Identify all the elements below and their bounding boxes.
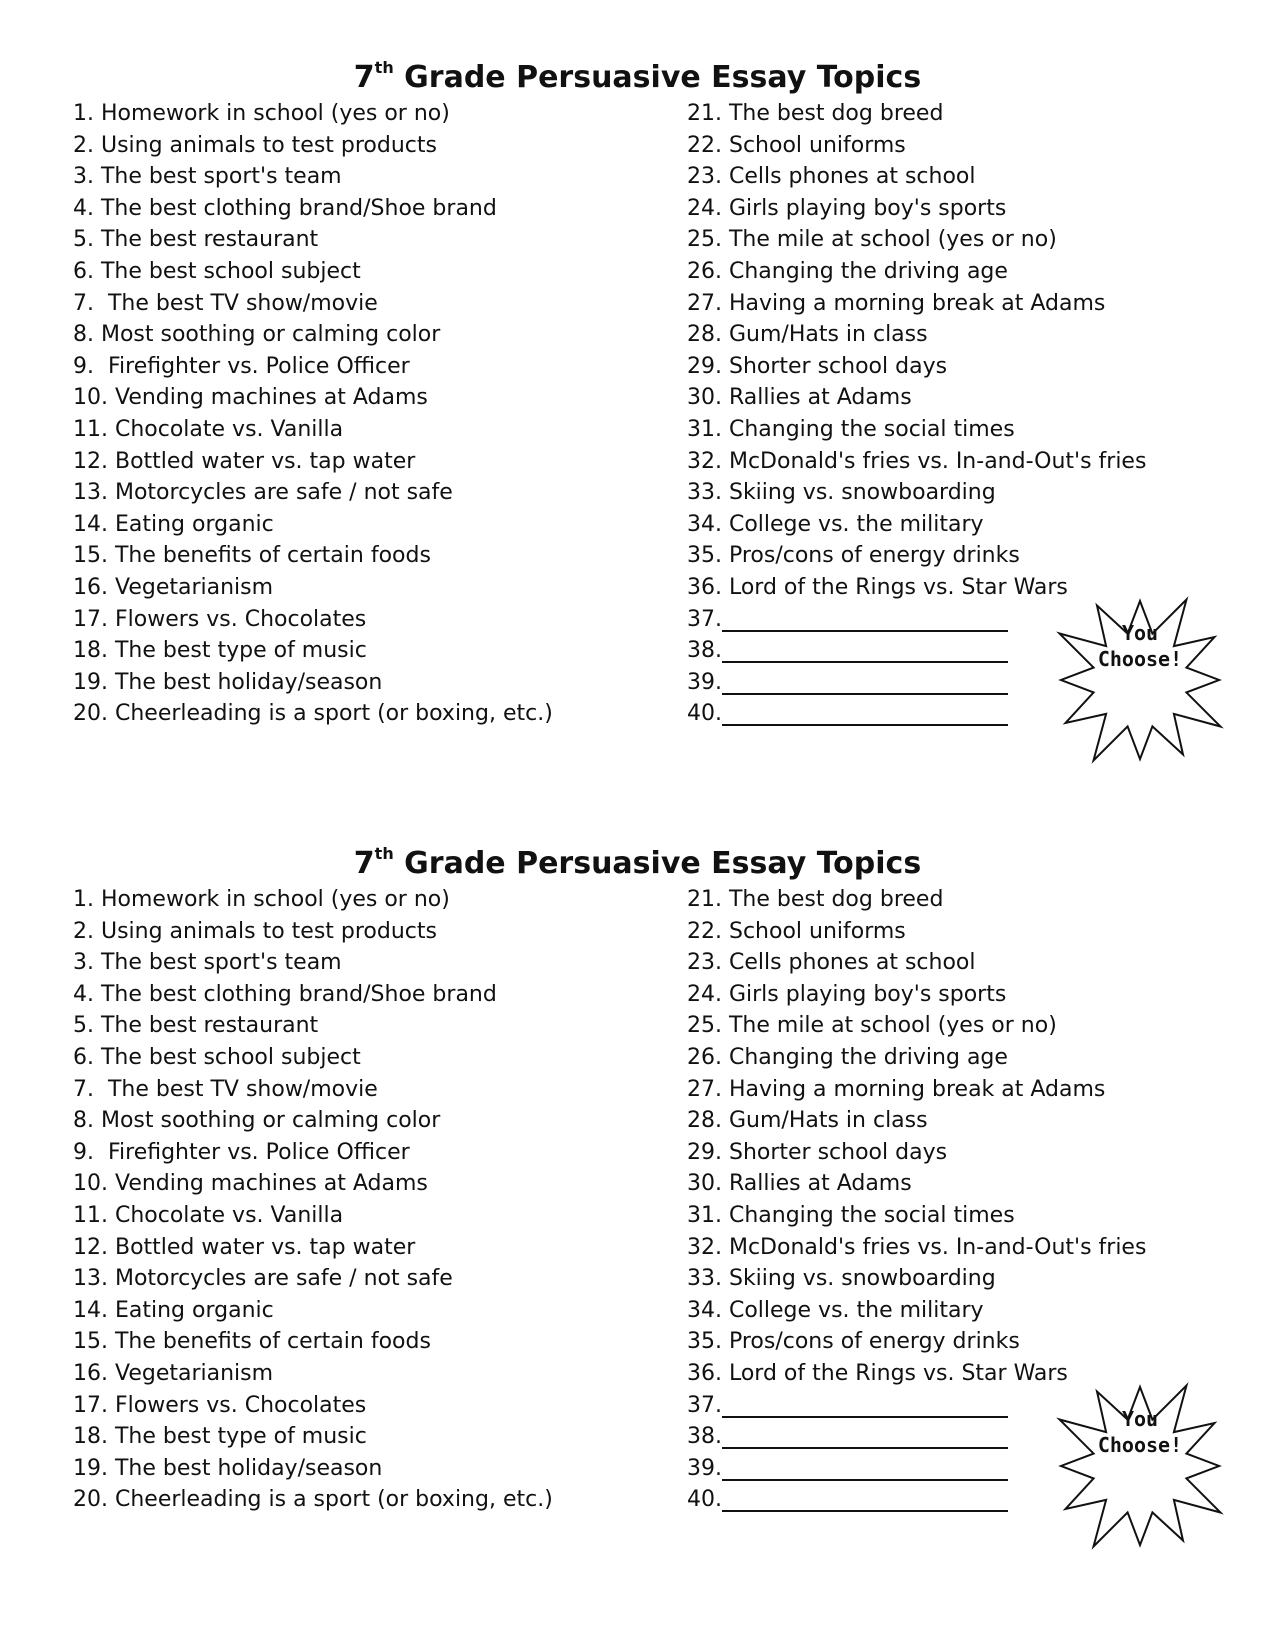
topic-item: 29. Shorter school days bbox=[687, 353, 948, 379]
topic-item: 21. The best dog breed bbox=[687, 887, 944, 912]
topic-item: 14. Eating organic bbox=[73, 511, 274, 537]
topic-item: 15. The benefits of certain foods bbox=[73, 543, 431, 569]
topic-item: 17. Flowers vs. Chocolates bbox=[73, 1392, 367, 1418]
topic-item: 4. The best clothing brand/Shoe brand bbox=[73, 981, 497, 1007]
topic-item: 25. The mile at school (yes or no) bbox=[687, 1013, 1057, 1039]
topic-item: 11. Chocolate vs. Vanilla bbox=[73, 1202, 344, 1228]
topic-item: 16. Vegetarianism bbox=[73, 1360, 274, 1386]
topic-item: 32. McDonald's fries vs. In-and-Out's fries bbox=[687, 448, 1147, 474]
topic-item: 7. The best TV show/movie bbox=[73, 1076, 378, 1102]
topic-item: 13. Motorcycles are safe / not safe bbox=[73, 480, 453, 506]
topic-item: 22. School uniforms bbox=[687, 132, 906, 158]
topic-item: 19. The best holiday/season bbox=[73, 669, 383, 695]
topic-item: 12. Bottled water vs. tap water bbox=[73, 1234, 416, 1260]
topic-item: 18. The best type of music bbox=[73, 638, 367, 664]
topic-item: 1. Homework in school (yes or no) bbox=[73, 887, 450, 912]
topic-item: 4. The best clothing brand/Shoe brand bbox=[73, 195, 497, 221]
topics-sheet-2 bbox=[0, 786, 1275, 1586]
write-in-line[interactable] bbox=[722, 702, 1008, 726]
starburst-label-line1: You bbox=[1121, 1407, 1159, 1431]
blank-topic-number: 38. bbox=[687, 1424, 722, 1450]
topic-item: 25. The mile at school (yes or no) bbox=[687, 227, 1057, 253]
write-in-line[interactable] bbox=[722, 1425, 1008, 1449]
write-in-line[interactable] bbox=[722, 639, 1008, 663]
page-title bbox=[0, 844, 1275, 884]
topic-item: 22. School uniforms bbox=[687, 918, 906, 944]
topic-item: 24. Girls playing boy's sports bbox=[687, 981, 1007, 1007]
title-number: 7 bbox=[353, 846, 375, 881]
topic-item: 33. Skiing vs. snowboarding bbox=[687, 1266, 996, 1292]
write-in-line[interactable] bbox=[722, 1488, 1008, 1512]
starburst-label-line2: Choose! bbox=[1097, 1433, 1183, 1457]
topics-list-left bbox=[73, 98, 553, 730]
starburst-icon bbox=[1040, 585, 1240, 775]
topic-item: 23. Cells phones at school bbox=[687, 950, 976, 976]
topic-item: 3. The best sport's team bbox=[73, 950, 342, 976]
topic-item: 16. Vegetarianism bbox=[73, 574, 274, 600]
topic-item: 20. Cheerleading is a sport (or boxing, etc.) bbox=[73, 1487, 553, 1513]
topic-item: 17. Flowers vs. Chocolates bbox=[73, 606, 367, 632]
topic-item: 26. Changing the driving age bbox=[687, 1044, 1008, 1070]
topic-item: 8. Most soothing or calming color bbox=[73, 1108, 441, 1134]
topic-item: 27. Having a morning break at Adams bbox=[687, 290, 1106, 316]
topic-item: 7. The best TV show/movie bbox=[73, 290, 378, 316]
blank-topic-number: 37. bbox=[687, 1392, 722, 1418]
title-number: 7 bbox=[353, 60, 375, 95]
topic-item: 10. Vending machines at Adams bbox=[73, 1171, 428, 1197]
starburst-label-line1: You bbox=[1121, 621, 1159, 645]
topic-item: 30. Rallies at Adams bbox=[687, 385, 912, 411]
blank-topic-number: 40. bbox=[687, 1487, 722, 1513]
topic-item: 27. Having a morning break at Adams bbox=[687, 1076, 1106, 1102]
topic-item: 2. Using animals to test products bbox=[73, 918, 437, 944]
topic-item: 24. Girls playing boy's sports bbox=[687, 195, 1007, 221]
topic-item: 19. The best holiday/season bbox=[73, 1455, 383, 1481]
topic-item: 6. The best school subject bbox=[73, 258, 361, 284]
topic-item: 2. Using animals to test products bbox=[73, 132, 437, 158]
topic-item: 3. The best sport's team bbox=[73, 164, 342, 190]
topic-item: 15. The benefits of certain foods bbox=[73, 1329, 431, 1355]
topic-item: 34. College vs. the military bbox=[687, 511, 984, 537]
starburst-icon bbox=[1040, 1371, 1240, 1561]
topic-item: 28. Gum/Hats in class bbox=[687, 1108, 928, 1134]
topic-item: 29. Shorter school days bbox=[687, 1139, 948, 1165]
blank-topic-number: 39. bbox=[687, 669, 722, 695]
topic-item: 32. McDonald's fries vs. In-and-Out's fries bbox=[687, 1234, 1147, 1260]
write-in-line[interactable] bbox=[722, 608, 1008, 632]
topic-item: 12. Bottled water vs. tap water bbox=[73, 448, 416, 474]
topics-list-left bbox=[73, 884, 553, 1516]
topic-item: 11. Chocolate vs. Vanilla bbox=[73, 416, 344, 442]
write-in-line[interactable] bbox=[722, 1394, 1008, 1418]
topic-item: 36. Lord of the Rings vs. Star Wars bbox=[687, 1360, 1068, 1386]
blank-topic-number: 37. bbox=[687, 606, 722, 632]
topic-item: 26. Changing the driving age bbox=[687, 258, 1008, 284]
blank-topic-number: 39. bbox=[687, 1455, 722, 1481]
topic-item: 33. Skiing vs. snowboarding bbox=[687, 480, 996, 506]
topic-item: 35. Pros/cons of energy drinks bbox=[687, 1329, 1020, 1355]
title-text: Grade Persuasive Essay Topics bbox=[393, 60, 922, 95]
topic-item: 5. The best restaurant bbox=[73, 1013, 319, 1039]
page-title bbox=[0, 58, 1275, 98]
topic-item: 9. Firefighter vs. Police Officer bbox=[73, 353, 410, 379]
topic-item: 30. Rallies at Adams bbox=[687, 1171, 912, 1197]
write-in-line[interactable] bbox=[722, 671, 1008, 695]
topic-item: 8. Most soothing or calming color bbox=[73, 322, 441, 348]
blank-topic-number: 40. bbox=[687, 701, 722, 727]
topics-sheet-1 bbox=[0, 0, 1275, 800]
topic-item: 36. Lord of the Rings vs. Star Wars bbox=[687, 574, 1068, 600]
title-ordinal-suffix: th bbox=[374, 844, 394, 863]
topic-item: 1. Homework in school (yes or no) bbox=[73, 101, 450, 126]
topic-item: 9. Firefighter vs. Police Officer bbox=[73, 1139, 410, 1165]
topic-item: 18. The best type of music bbox=[73, 1424, 367, 1450]
topic-item: 28. Gum/Hats in class bbox=[687, 322, 928, 348]
topic-item: 13. Motorcycles are safe / not safe bbox=[73, 1266, 453, 1292]
topic-item: 20. Cheerleading is a sport (or boxing, etc.) bbox=[73, 701, 553, 727]
title-ordinal-suffix: th bbox=[374, 58, 394, 77]
topic-item: 5. The best restaurant bbox=[73, 227, 319, 253]
topic-item: 31. Changing the social times bbox=[687, 416, 1015, 442]
topic-item: 31. Changing the social times bbox=[687, 1202, 1015, 1228]
write-in-line[interactable] bbox=[722, 1457, 1008, 1481]
blank-topic-number: 38. bbox=[687, 638, 722, 664]
topic-item: 35. Pros/cons of energy drinks bbox=[687, 543, 1020, 569]
topic-item: 23. Cells phones at school bbox=[687, 164, 976, 190]
topic-item: 6. The best school subject bbox=[73, 1044, 361, 1070]
topic-item: 21. The best dog breed bbox=[687, 101, 944, 126]
topic-item: 10. Vending machines at Adams bbox=[73, 385, 428, 411]
topic-item: 34. College vs. the military bbox=[687, 1297, 984, 1323]
title-text: Grade Persuasive Essay Topics bbox=[393, 846, 922, 881]
topic-item: 14. Eating organic bbox=[73, 1297, 274, 1323]
starburst-label-line2: Choose! bbox=[1097, 647, 1183, 671]
